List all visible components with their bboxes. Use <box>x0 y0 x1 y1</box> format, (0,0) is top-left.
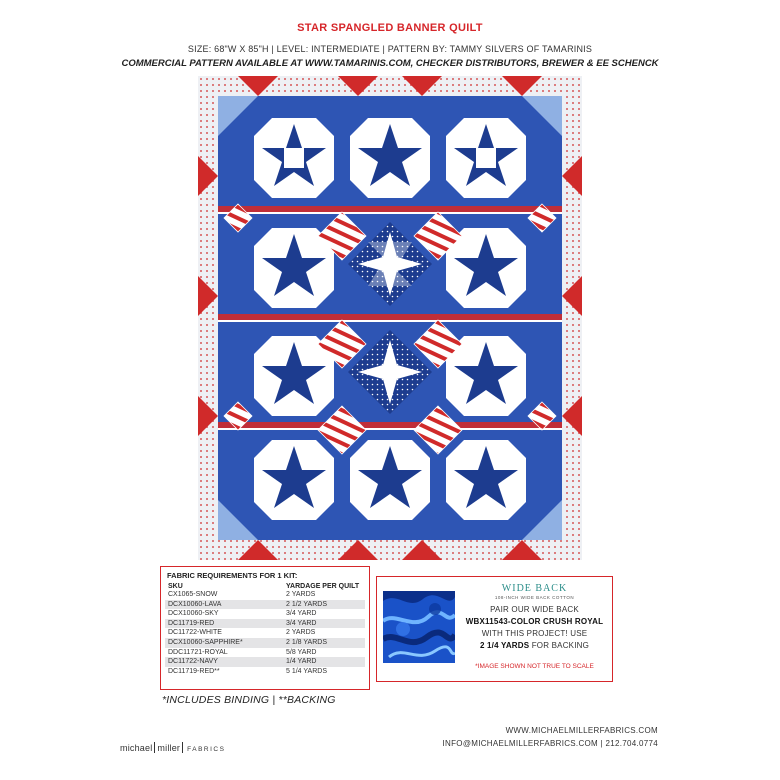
fabric-requirements-panel <box>160 566 370 690</box>
table-row <box>165 609 365 619</box>
star-quilt-image <box>198 76 582 560</box>
logo-divider <box>182 742 183 753</box>
table-row <box>165 600 365 610</box>
binding-backing-note: *INCLUDES BINDING | **BACKING <box>162 694 336 706</box>
wide-back-sku: WBX11543-COLOR CRUSH ROYAL <box>465 617 604 626</box>
wide-back-disclaimer: *IMAGE SHOWN NOT TRUE TO SCALE <box>475 663 594 670</box>
commercial-availability: COMMERCIAL PATTERN AVAILABLE AT WWW.TAMARINIS.COM, CHECKER DISTRIBUTORS, BREWER & EE SCHENCK <box>121 58 659 69</box>
wide-back-panel <box>376 576 613 682</box>
sku-cell: DCX10060-SAPPHIRE* <box>168 638 243 646</box>
sku-cell: DDC11721-ROYAL <box>168 648 228 656</box>
table-row <box>165 648 365 658</box>
email-phone[interactable]: INFO@MICHAELMILLERFABRICS.COM | 212.704.0774 <box>442 739 658 748</box>
table-row <box>165 638 365 648</box>
yardage-column-header: YARDAGE PER QUILT <box>286 583 360 590</box>
yardage-cell: 1/4 YARD <box>286 658 317 666</box>
blue-marble-swatch <box>383 591 455 663</box>
table-row <box>165 628 365 638</box>
table-row <box>165 657 365 667</box>
sku-cell: DC11719-RED** <box>168 667 220 675</box>
wide-back-line-1: PAIR OUR WIDE BACK <box>490 605 579 614</box>
wide-back-heading: WIDE BACK <box>501 583 568 594</box>
yardage-cell: 3/4 YARD <box>286 610 317 618</box>
michael-miller-logo <box>120 742 225 753</box>
page-title: STAR SPANGLED BANNER QUILT <box>297 22 483 34</box>
logo-michael: michael <box>120 743 153 753</box>
yardage-cell: 2 YARDS <box>286 591 316 598</box>
table-row <box>165 619 365 629</box>
wide-back-subheading: 108-INCH WIDE BACK COTTON <box>494 595 575 600</box>
wide-back-yardage: 2 1/4 YARDS <box>479 641 530 650</box>
yardage-cell: 2 YARDS <box>286 629 316 637</box>
yardage-cell: 5 1/4 YARDS <box>286 667 327 675</box>
website-link[interactable]: WWW.MICHAELMILLERFABRICS.COM <box>505 726 658 735</box>
sku-cell: DC11722-NAVY <box>168 658 218 666</box>
table-row <box>165 590 365 600</box>
logo-fabrics: FABRICS <box>187 746 226 753</box>
quilt-specs: SIZE: 68"W X 85"H | LEVEL: INTERMEDIATE | PATTERN BY: TAMMY SILVERS OF TAMARINIS <box>187 44 593 54</box>
sku-cell: DCX10060-SKY <box>168 610 219 618</box>
sku-cell: DC11719-RED <box>168 619 215 627</box>
sku-cell: DCX10060-LAVA <box>168 600 222 608</box>
wide-back-line-4 <box>457 641 612 650</box>
yardage-cell: 2 1/8 YARDS <box>286 638 327 646</box>
yardage-cell: 3/4 YARD <box>286 619 317 627</box>
table-row <box>165 667 365 677</box>
yardage-cell: 2 1/2 YARDS <box>286 600 327 608</box>
sku-cell: CX1065-SNOW <box>168 591 218 598</box>
wide-back-line-2 <box>457 617 612 626</box>
logo-miller: miller <box>157 743 181 753</box>
fabric-requirements-title: FABRIC REQUIREMENTS FOR 1 KIT: <box>167 571 298 580</box>
logo-divider <box>154 742 155 753</box>
sku-cell: DC11722-WHITE <box>168 629 222 637</box>
fabric-table-header <box>165 583 365 590</box>
sku-column-header: SKU <box>168 583 183 590</box>
wide-back-line-4-rest: FOR BACKING <box>529 641 590 650</box>
yardage-cell: 5/8 YARD <box>286 648 317 656</box>
wide-back-line-3: WITH THIS PROJECT! USE <box>481 629 588 638</box>
